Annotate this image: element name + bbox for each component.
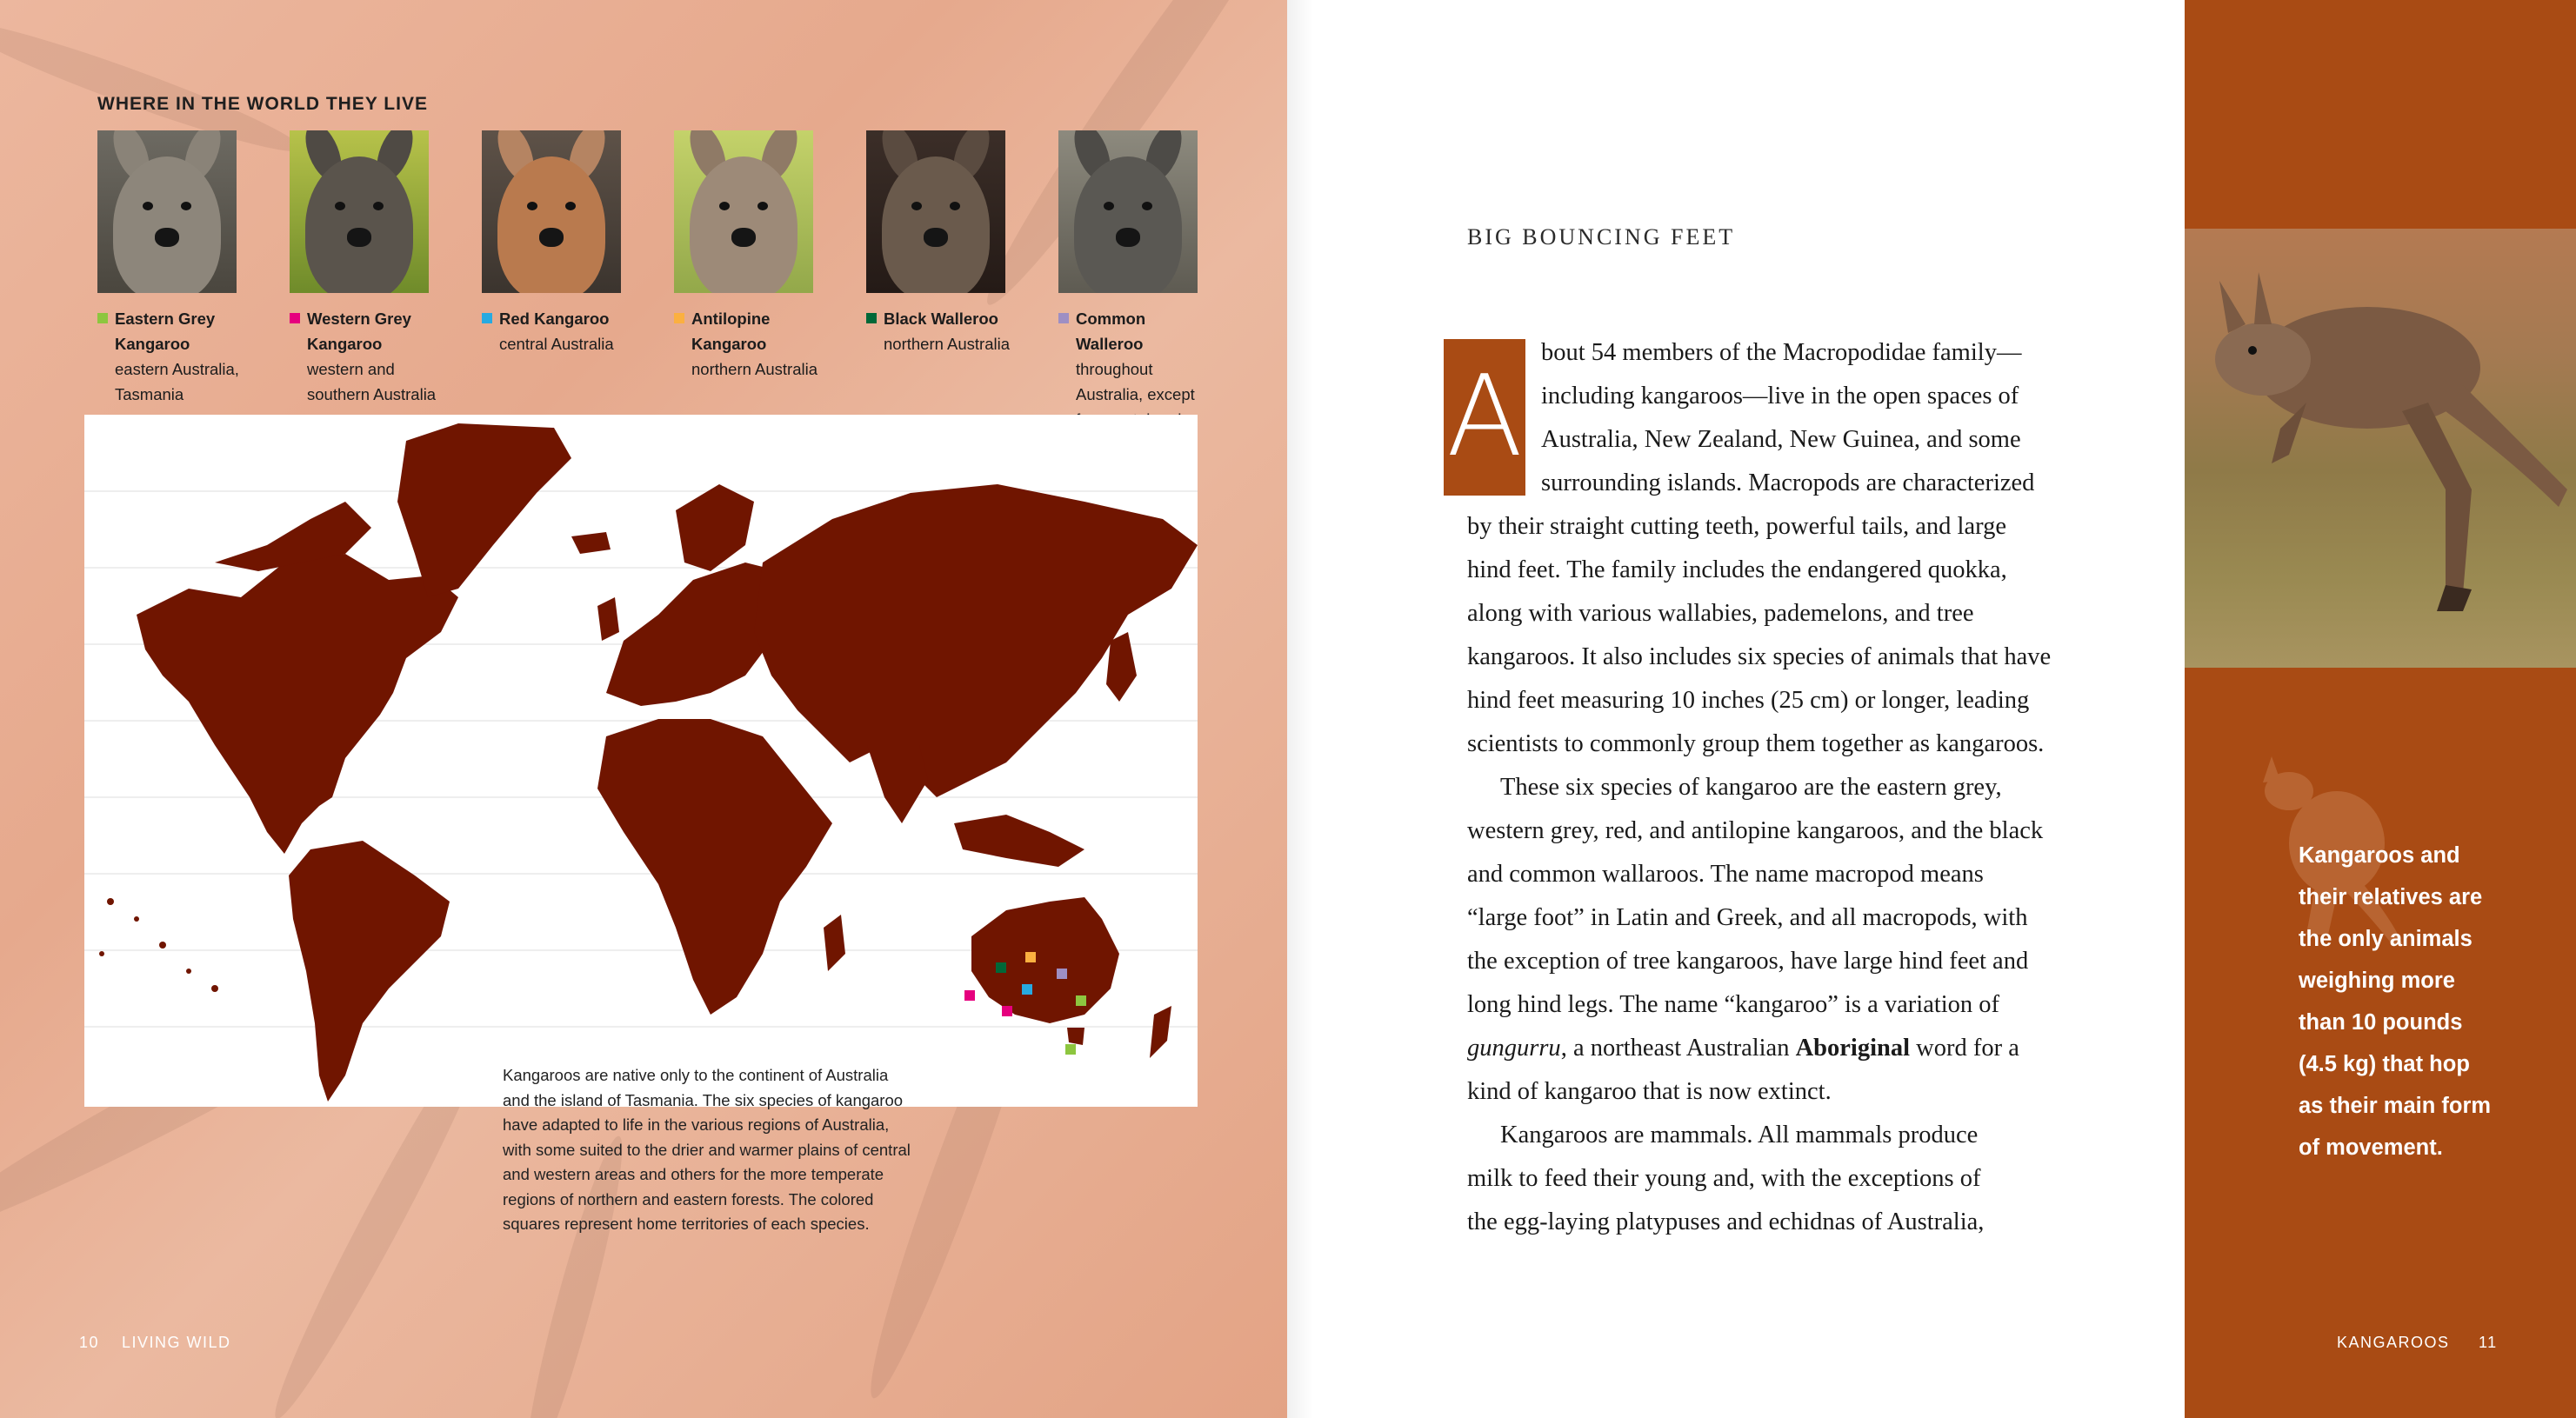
term-aboriginal: Aboriginal [1795, 1035, 1911, 1062]
australia [971, 897, 1119, 1023]
species-region: eastern Australia, [115, 360, 239, 378]
body-line: surrounding islands. Macropods are characterized [1541, 469, 2035, 496]
species-name: Western Grey [307, 310, 411, 328]
species-region: Australia, except [1076, 385, 1195, 403]
greenland [397, 423, 571, 597]
eastern-grey-kangaroo-photo [97, 130, 237, 293]
body-line-mixed [1467, 1035, 2019, 1062]
body-line: by their straight cutting teeth, powerful tails, and large [1467, 513, 2006, 540]
species-name: Black Walleroo [884, 310, 998, 328]
map-caption-line: and western areas and others for the more temperate [503, 1165, 884, 1183]
western-grey-color-square [290, 313, 300, 323]
sidebar-fact [2299, 835, 2516, 1168]
red-kangaroo-color-square [482, 313, 492, 323]
species-region: northern Australia [691, 360, 818, 378]
territory-eastern-grey [1065, 1044, 1076, 1055]
body-line: and common wallaroos. The name macropod means [1467, 861, 1984, 888]
species-name: Kangaroo [691, 335, 767, 353]
map-caption-line: regions of northern and eastern forests. The colored [503, 1189, 874, 1208]
body-line: the egg-laying platypuses and echidnas of Australia, [1467, 1208, 1985, 1235]
body-line: hind feet measuring 10 inches (25 cm) or longer, leading [1467, 687, 2030, 714]
world-map [84, 415, 1198, 1107]
fact-line: as their main form [2299, 1094, 2492, 1118]
sidebar [2185, 0, 2576, 1418]
species-region: northern Australia [884, 335, 1011, 353]
species-caption-red [482, 306, 656, 356]
india [867, 745, 928, 823]
fact-line: weighing more [2299, 969, 2455, 993]
right-running-title: KANGAROOS [2337, 1334, 2450, 1351]
body-line: bout 54 members of the Macropodidae family— [1541, 339, 2022, 366]
species-region: southern Australia [307, 385, 437, 403]
body-line: the exception of tree kangaroos, have large hind feet and [1467, 948, 2029, 975]
gutter-shadow [1287, 0, 1313, 1418]
body-line: hind feet. The family includes the endangered quokka, [1467, 556, 2007, 583]
antilopine-kangaroo-photo [674, 130, 813, 293]
north-america [137, 554, 458, 854]
species-name: Red Kangaroo [499, 310, 610, 328]
territory-antilopine [1025, 952, 1036, 962]
territory-western-grey [964, 990, 975, 1001]
body-line: western grey, red, and antilopine kangaroos, and the black [1467, 817, 2044, 844]
chapter-title: BIG BOUNCING FEET [1467, 224, 1736, 250]
body-line: milk to feed their young and, with the exceptions of [1467, 1165, 1981, 1192]
map-caption-line: have adapted to life in the various regions of Australia, [503, 1115, 890, 1134]
eastern-grey-color-square [97, 313, 108, 323]
species-name: Walleroo [1076, 335, 1144, 353]
left-page-number: 10 [79, 1334, 100, 1351]
body-line: kangaroos. It also includes six species of animals that have [1467, 643, 2052, 670]
left-running-title: LIVING WILD [122, 1334, 231, 1351]
common-walleroo-photo [1058, 130, 1198, 293]
south-america [289, 841, 450, 1102]
species-region: central Australia [499, 335, 614, 353]
red-kangaroo-photo [482, 130, 621, 293]
body-line: kind of kangaroo that is now extinct. [1467, 1078, 1832, 1105]
fact-line: the only animals [2299, 927, 2473, 951]
drop-cap: A [1444, 339, 1525, 496]
southeast-asia-islands [954, 815, 1084, 867]
left-page [0, 0, 1287, 1418]
western-grey-kangaroo-photo [290, 130, 429, 293]
territory-black-walleroo [996, 962, 1006, 973]
species-name: Kangaroo [115, 335, 190, 353]
body-line: Australia, New Zealand, New Guinea, and some [1541, 426, 2021, 453]
map-caption-line: squares represent home territories of each species. [503, 1215, 870, 1233]
body-line: scientists to commonly group them together as kangaroos. [1467, 730, 2045, 757]
section-label: WHERE IN THE WORLD THEY LIVE [97, 94, 428, 114]
body-line: “large foot” in Latin and Greek, and all macropods, with [1467, 904, 2028, 931]
territory-western-grey [1002, 1006, 1012, 1016]
species-caption-eastern-grey [97, 306, 271, 407]
body-line: including kangaroos—live in the open spaces of [1541, 383, 2019, 409]
body-line: long hind legs. The name “kangaroo” is a variation of [1467, 991, 2000, 1018]
iceland [571, 532, 611, 554]
fact-line: (4.5 kg) that hop [2299, 1052, 2470, 1076]
asia [754, 484, 1198, 797]
species-name: Common [1076, 310, 1146, 328]
body-fragment: word for a [1910, 1035, 2019, 1062]
species-caption-antilopine [674, 306, 848, 382]
body-line: Kangaroos are mammals. All mammals produce [1500, 1122, 1979, 1148]
map-caption-line: Kangaroos are native only to the continent of Australia [503, 1066, 889, 1084]
territory-eastern-grey [1076, 995, 1086, 1006]
tasmania [1067, 1028, 1084, 1045]
species-name: Eastern Grey [115, 310, 216, 328]
species-caption-black-walleroo [866, 306, 1040, 356]
fact-line: their relatives are [2299, 885, 2483, 909]
body-line: These six species of kangaroo are the eastern grey, [1500, 774, 2002, 801]
fact-line: than 10 pounds [2299, 1010, 2463, 1035]
new-zealand [1150, 1006, 1171, 1058]
body-line: along with various wallabies, pademelons, and tree [1467, 600, 1974, 627]
territory-red [1022, 984, 1032, 995]
fact-line: of movement. [2299, 1135, 2443, 1160]
pacific-islands [99, 898, 218, 992]
map-caption-line: with some suited to the drier and warmer plains of central [503, 1140, 911, 1159]
body-fragment: , a northeast Australian [1560, 1035, 1796, 1062]
territory-common-walleroo [1057, 969, 1067, 979]
species-region: throughout [1076, 360, 1153, 378]
species-caption-western-grey [290, 306, 464, 407]
species-region: Tasmania [115, 385, 184, 403]
species-region: western and [307, 360, 395, 378]
fact-line: Kangaroos and [2299, 843, 2460, 868]
map-caption [503, 1063, 990, 1237]
uk [597, 597, 619, 641]
species-name: Kangaroo [307, 335, 383, 353]
common-walleroo-color-square [1058, 313, 1069, 323]
japan [1106, 632, 1137, 702]
africa [597, 719, 832, 1015]
black-walleroo-color-square [866, 313, 877, 323]
species-name: Antilopine [691, 310, 771, 328]
antilopine-color-square [674, 313, 684, 323]
right-page-number: 11 [2479, 1334, 2498, 1351]
scandinavia [676, 484, 754, 571]
madagascar [824, 915, 845, 971]
term-gungurru: gungurru [1467, 1035, 1561, 1062]
black-walleroo-photo [866, 130, 1005, 293]
map-caption-line: and the island of Tasmania. The six species of kangaroo [503, 1090, 904, 1109]
hopping-kangaroo-photo [2185, 229, 2576, 668]
